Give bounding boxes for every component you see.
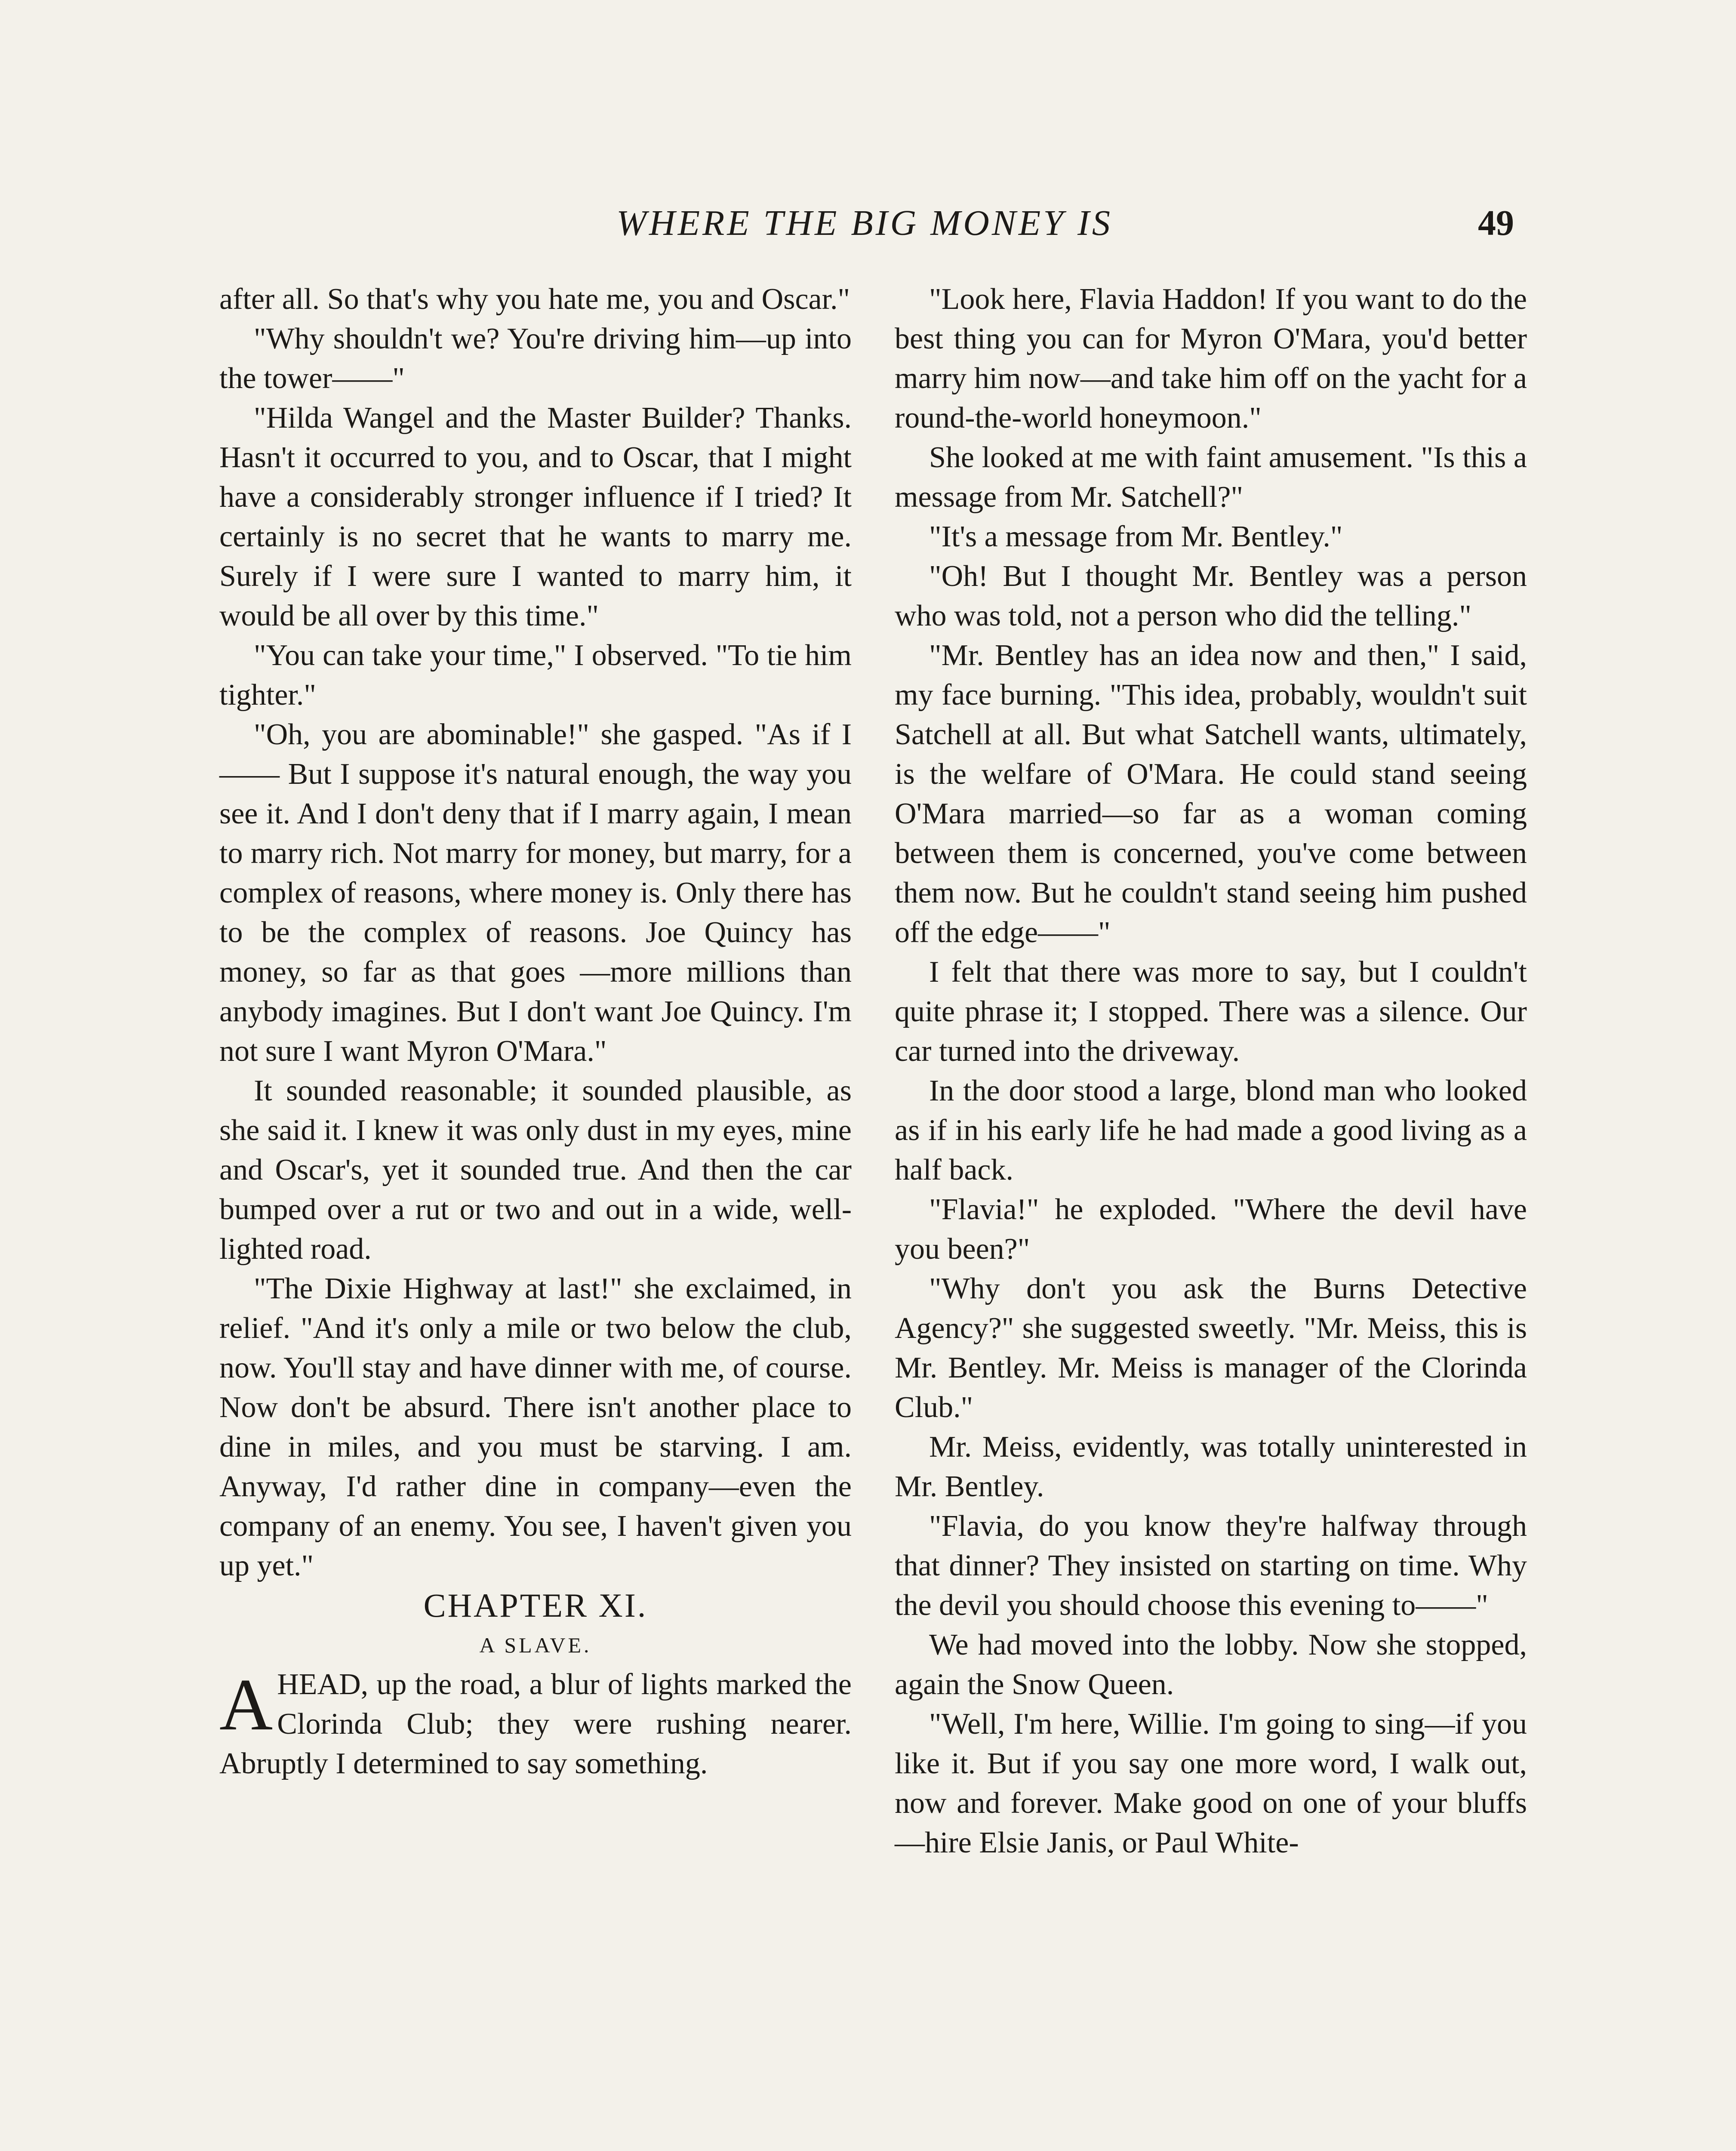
right-column: [895, 280, 1527, 1863]
running-title: WHERE THE BIG MONEY IS: [616, 203, 1113, 243]
paragraph: "Oh! But I thought Mr. Bentley was a person who was told, not a person who did the telling.": [895, 560, 1527, 632]
paragraph: "Why don't you ask the Burns Detective Agency?" she suggested sweetly. "Mr. Meiss, this is Mr. Bentley. Mr. Meiss is manager of the Clorinda Club.": [895, 1272, 1527, 1424]
paragraph: "Why shouldn't we? You're driving him—up into the tower——": [219, 322, 852, 395]
paragraph: In the door stood a large, blond man who looked as if in his early life he had made a good living as a half back.: [895, 1074, 1527, 1186]
paragraph: "Mr. Bentley has an idea now and then," I said, my face burning. "This idea, probably, wouldn't suit Satchell at all. But what Satchell wants, ultimately, is the welfare of O'Mara. He could stand seeing O'Mara married—so far as a woman coming between them is concerned, you've come between them now. But he couldn't stand seeing him pushed off the edge——": [895, 639, 1527, 949]
page-number: 49: [1478, 203, 1514, 243]
paragraph: after all. So that's why you hate me, you and Oscar.": [219, 283, 850, 316]
chapter-subtitle: A SLAVE.: [479, 1633, 592, 1657]
paragraph: "Flavia!" he exploded. "Where the devil have you been?": [895, 1193, 1527, 1266]
paragraph: It sounded reasonable; it sounded plausible, as she said it. I knew it was only dust in my eyes, mine and Oscar's, yet it sounded true. And then the car bumped over a rut or two and out in a wide, well-lighted road.: [219, 1074, 852, 1266]
page-header: [215, 202, 1514, 254]
paragraph: "The Dixie Highway at last!" she exclaimed, in relief. "And it's only a mile or two below the club, now. You'll stay and have dinner with me, of course. Now don't be absurd. There isn't another place to dine in miles, and you must be starving. I am. Anyway, I'd rather dine in company—even the company of an enemy. You see, I haven't given you up yet.": [219, 1272, 852, 1582]
paragraph: Mr. Meiss, evidently, was totally uninterested in Mr. Bentley.: [895, 1430, 1527, 1503]
left-column: [219, 280, 852, 1784]
paragraph: "Oh, you are abominable!" she gasped. "As if I—— But I suppose it's natural enough, the way you see it. And I don't deny that if I marry again, I mean to marry rich. Not marry for money, but marry, for a complex of reasons, where money is. Only there has to be the complex of reasons. Joe Quincy has money, so far as that goes —more millions than anybody imagines. But I don't want Joe Quincy. I'm not sure I want Myron O'Mara.": [219, 718, 852, 1068]
paragraph: "Well, I'm here, Willie. I'm going to sing—if you like it. But if you say one more word, I walk out, now and forever. Make good on one of your bluffs—hire Elsie Janis, or Paul White-: [895, 1707, 1527, 1859]
chapter-opening-text: HEAD, up the road, a blur of lights marked the Clorinda Club; they were rushing nearer. Abruptly I determined to say something.: [219, 1668, 852, 1780]
drop-cap: A: [219, 1664, 273, 1746]
paragraph: "Hilda Wangel and the Master Builder? Thanks. Hasn't it occurred to you, and to Oscar, that I might have a considerably stronger influence if I tried? It certainly is no secret that he wants to marry me. Surely if I were sure I wanted to marry him, it would be all over by this time.": [219, 401, 852, 632]
paragraph: "Flavia, do you know they're halfway through that dinner? They insisted on starting on time. Why the devil you should choose this evening to——": [895, 1510, 1527, 1622]
paragraph: I felt that there was more to say, but I couldn't quite phrase it; I stopped. There was a silence. Our car turned into the driveway.: [895, 955, 1527, 1068]
paragraph: "You can take your time," I observed. "To tie him tighter.": [219, 639, 852, 712]
paragraph: "Look here, Flavia Haddon! If you want to do the best thing you can for Myron O'Mara, you'd better marry him now—and take him off on the yacht for a round-the-world honeymoon.": [895, 283, 1527, 435]
chapter-opening-paragraph: [219, 1665, 852, 1784]
paragraph: "It's a message from Mr. Bentley.": [929, 520, 1343, 553]
paragraph: We had moved into the lobby. Now she stopped, again the Snow Queen.: [895, 1628, 1527, 1701]
paragraph: She looked at me with faint amusement. "Is this a message from Mr. Satchell?": [895, 441, 1527, 514]
chapter-title: CHAPTER XI.: [423, 1587, 648, 1624]
